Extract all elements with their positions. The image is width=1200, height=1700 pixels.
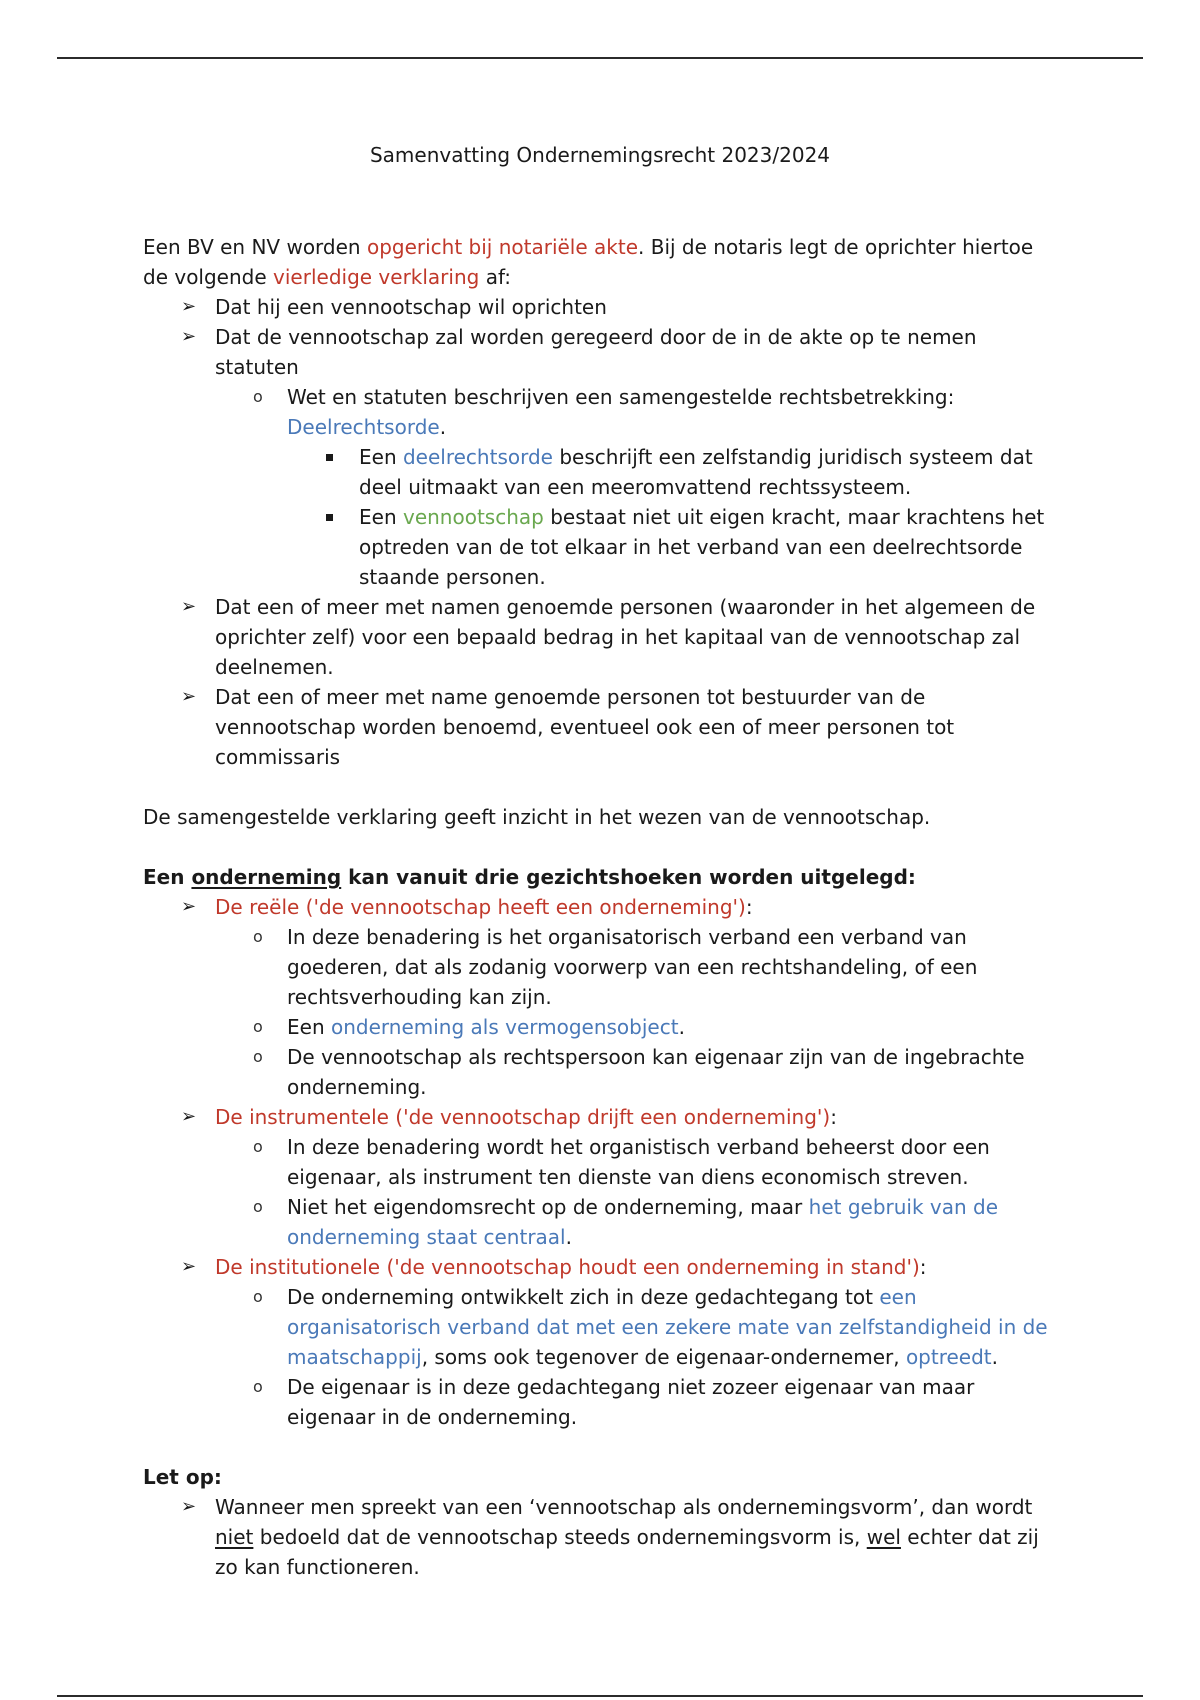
top-rule: [57, 57, 1143, 59]
sub-list-item: o De onderneming ontwikkelt zich in deze gedachtegang tot een organisatorisch verband dat met een zekere mate van zelfstandigheid in de maatschappij, soms ook tegenover de eigenaar-ondernemer, optreedt.: [215, 1282, 1063, 1372]
sub-list-item: o De eigenaar is in deze gedachtegang niet zozeer eigenaar van maar eigenaar in de onderneming.: [215, 1372, 1063, 1432]
summary-paragraph: De samengestelde verklaring geeft inzicht in het wezen van de vennootschap.: [143, 805, 931, 829]
sub-list-item: o In deze benadering is het organisatorisch verband een verband van goederen, dat als zodanig voorwerp van een rechtshandeling, of een rechtsverhouding kan zijn.: [215, 922, 1063, 1012]
declaration-list: [143, 292, 1063, 772]
bottom-rule: [57, 1695, 1143, 1697]
page-title: Samenvatting Ondernemingsrecht 2023/2024: [369, 143, 831, 167]
list-item-instrumentele: ➢ De instrumentele ('de vennootschap drijft een onderneming'): o In deze benadering wordt het organistisch verband beheerst door een eigenaar, als instrument ten dienste van diens economisch streven. o Niet het eigendomsrecht op de onderneming, maar het gebruik van de onderneming staat centraal.: [143, 1102, 1063, 1252]
list-item: ➢ Dat een of meer met namen genoemde personen (waaronder in het algemeen de oprichter zelf) voor een bepaald bedrag in het kapitaal van de vennootschap zal deelnemen.: [143, 592, 1063, 682]
perspectives-list: [143, 892, 1063, 1432]
section-heading: Een onderneming kan vanuit drie gezichtshoeken worden uitgelegd:: [143, 865, 916, 889]
sub-sub-list-item: Een deelrechtsorde beschrijft een zelfstandig juridisch systeem dat deel uitmaakt van een meeromvattend rechtssysteem.: [287, 442, 1063, 502]
sub-list-item: o Niet het eigendomsrecht op de onderneming, maar het gebruik van de onderneming staat centraal.: [215, 1192, 1063, 1252]
sub-list-item: o Wet en statuten beschrijven een samengestelde rechtsbetrekking: Deelrechtsorde. Een deelrechtsorde beschrijft een zelfstandig juridisch systeem dat deel uitmaakt van een meeromvattend rechtssysteem. Een vennootschap bestaat niet uit eigen kracht, maar krachtens het optreden van de tot elkaar in het verband van een deelrechtsorde staande personen.: [215, 382, 1063, 592]
sub-list: [215, 382, 1063, 592]
note-list: [143, 1492, 1063, 1582]
list-item: ➢ Dat een of meer met name genoemde personen tot bestuurder van de vennootschap worden benoemd, eventueel ook een of meer personen tot commissaris: [143, 682, 1063, 772]
sub-list-item: o Een onderneming als vermogensobject.: [215, 1012, 1063, 1042]
sub-list: [215, 1282, 1063, 1432]
list-item-reele: ➢ De reële ('de vennootschap heeft een onderneming'): o In deze benadering is het organisatorisch verband een verband van goederen, dat als zodanig voorwerp van een rechtshandeling, of een rechtsverhouding kan zijn. o Een onderneming als vermogensobject. o De vennootschap als rechtspersoon kan eigenaar zijn van de ingebrachte onderneming.: [143, 892, 1063, 1102]
sub-list-item: o De vennootschap als rechtspersoon kan eigenaar zijn van de ingebrachte onderneming.: [215, 1042, 1063, 1102]
sub-list: [215, 1132, 1063, 1252]
sub-sub-list-item: Een vennootschap bestaat niet uit eigen kracht, maar krachtens het optreden van de tot elkaar in het verband van een deelrechtsorde staande personen.: [287, 502, 1063, 592]
list-item-institutionele: ➢ De institutionele ('de vennootschap houdt een onderneming in stand'): o De onderneming ontwikkelt zich in deze gedachtegang tot een organisatorisch verband dat met een zekere mate van zelfstandigheid in de maatschappij, soms ook tegenover de eigenaar-ondernemer, optreedt. o De eigenaar is in deze gedachtegang niet zozeer eigenaar van maar eigenaar in de onderneming.: [143, 1252, 1063, 1432]
document-body: [143, 232, 1063, 1582]
sub-list-item: o In deze benadering wordt het organistisch verband beheerst door een eigenaar, als instrument ten dienste van diens economisch streven.: [215, 1132, 1063, 1192]
list-item: ➢ Wanneer men spreekt van een ‘vennootschap als ondernemingsvorm’, dan wordt niet bedoeld dat de vennootschap steeds ondernemingsvorm is, wel echter dat zij zo kan functioneren.: [143, 1492, 1063, 1582]
note-heading: Let op:: [143, 1465, 222, 1489]
list-item: ➢ Dat de vennootschap zal worden geregeerd door de in de akte op te nemen statuten o Wet en statuten beschrijven een samengestelde rechtsbetrekking: Deelrechtsorde. Een deelrechtsorde beschrijft een zelfstandig juridisch systeem dat deel uitmaakt van een meeromvattend rechtssysteem. Een vennootschap bestaat niet uit eigen kracht, maar krachtens het optreden van de tot elkaar in het verband van een deelrechtsorde staande personen.: [143, 322, 1063, 592]
list-item: ➢ Dat hij een vennootschap wil oprichten: [143, 292, 1063, 322]
intro-paragraph: Een BV en NV worden opgericht bij notariële akte. Bij de notaris legt de oprichter hiertoe de volgende vierledige verklaring af:: [143, 235, 1034, 289]
sub-sub-list: [287, 442, 1063, 592]
sub-list: [215, 922, 1063, 1102]
